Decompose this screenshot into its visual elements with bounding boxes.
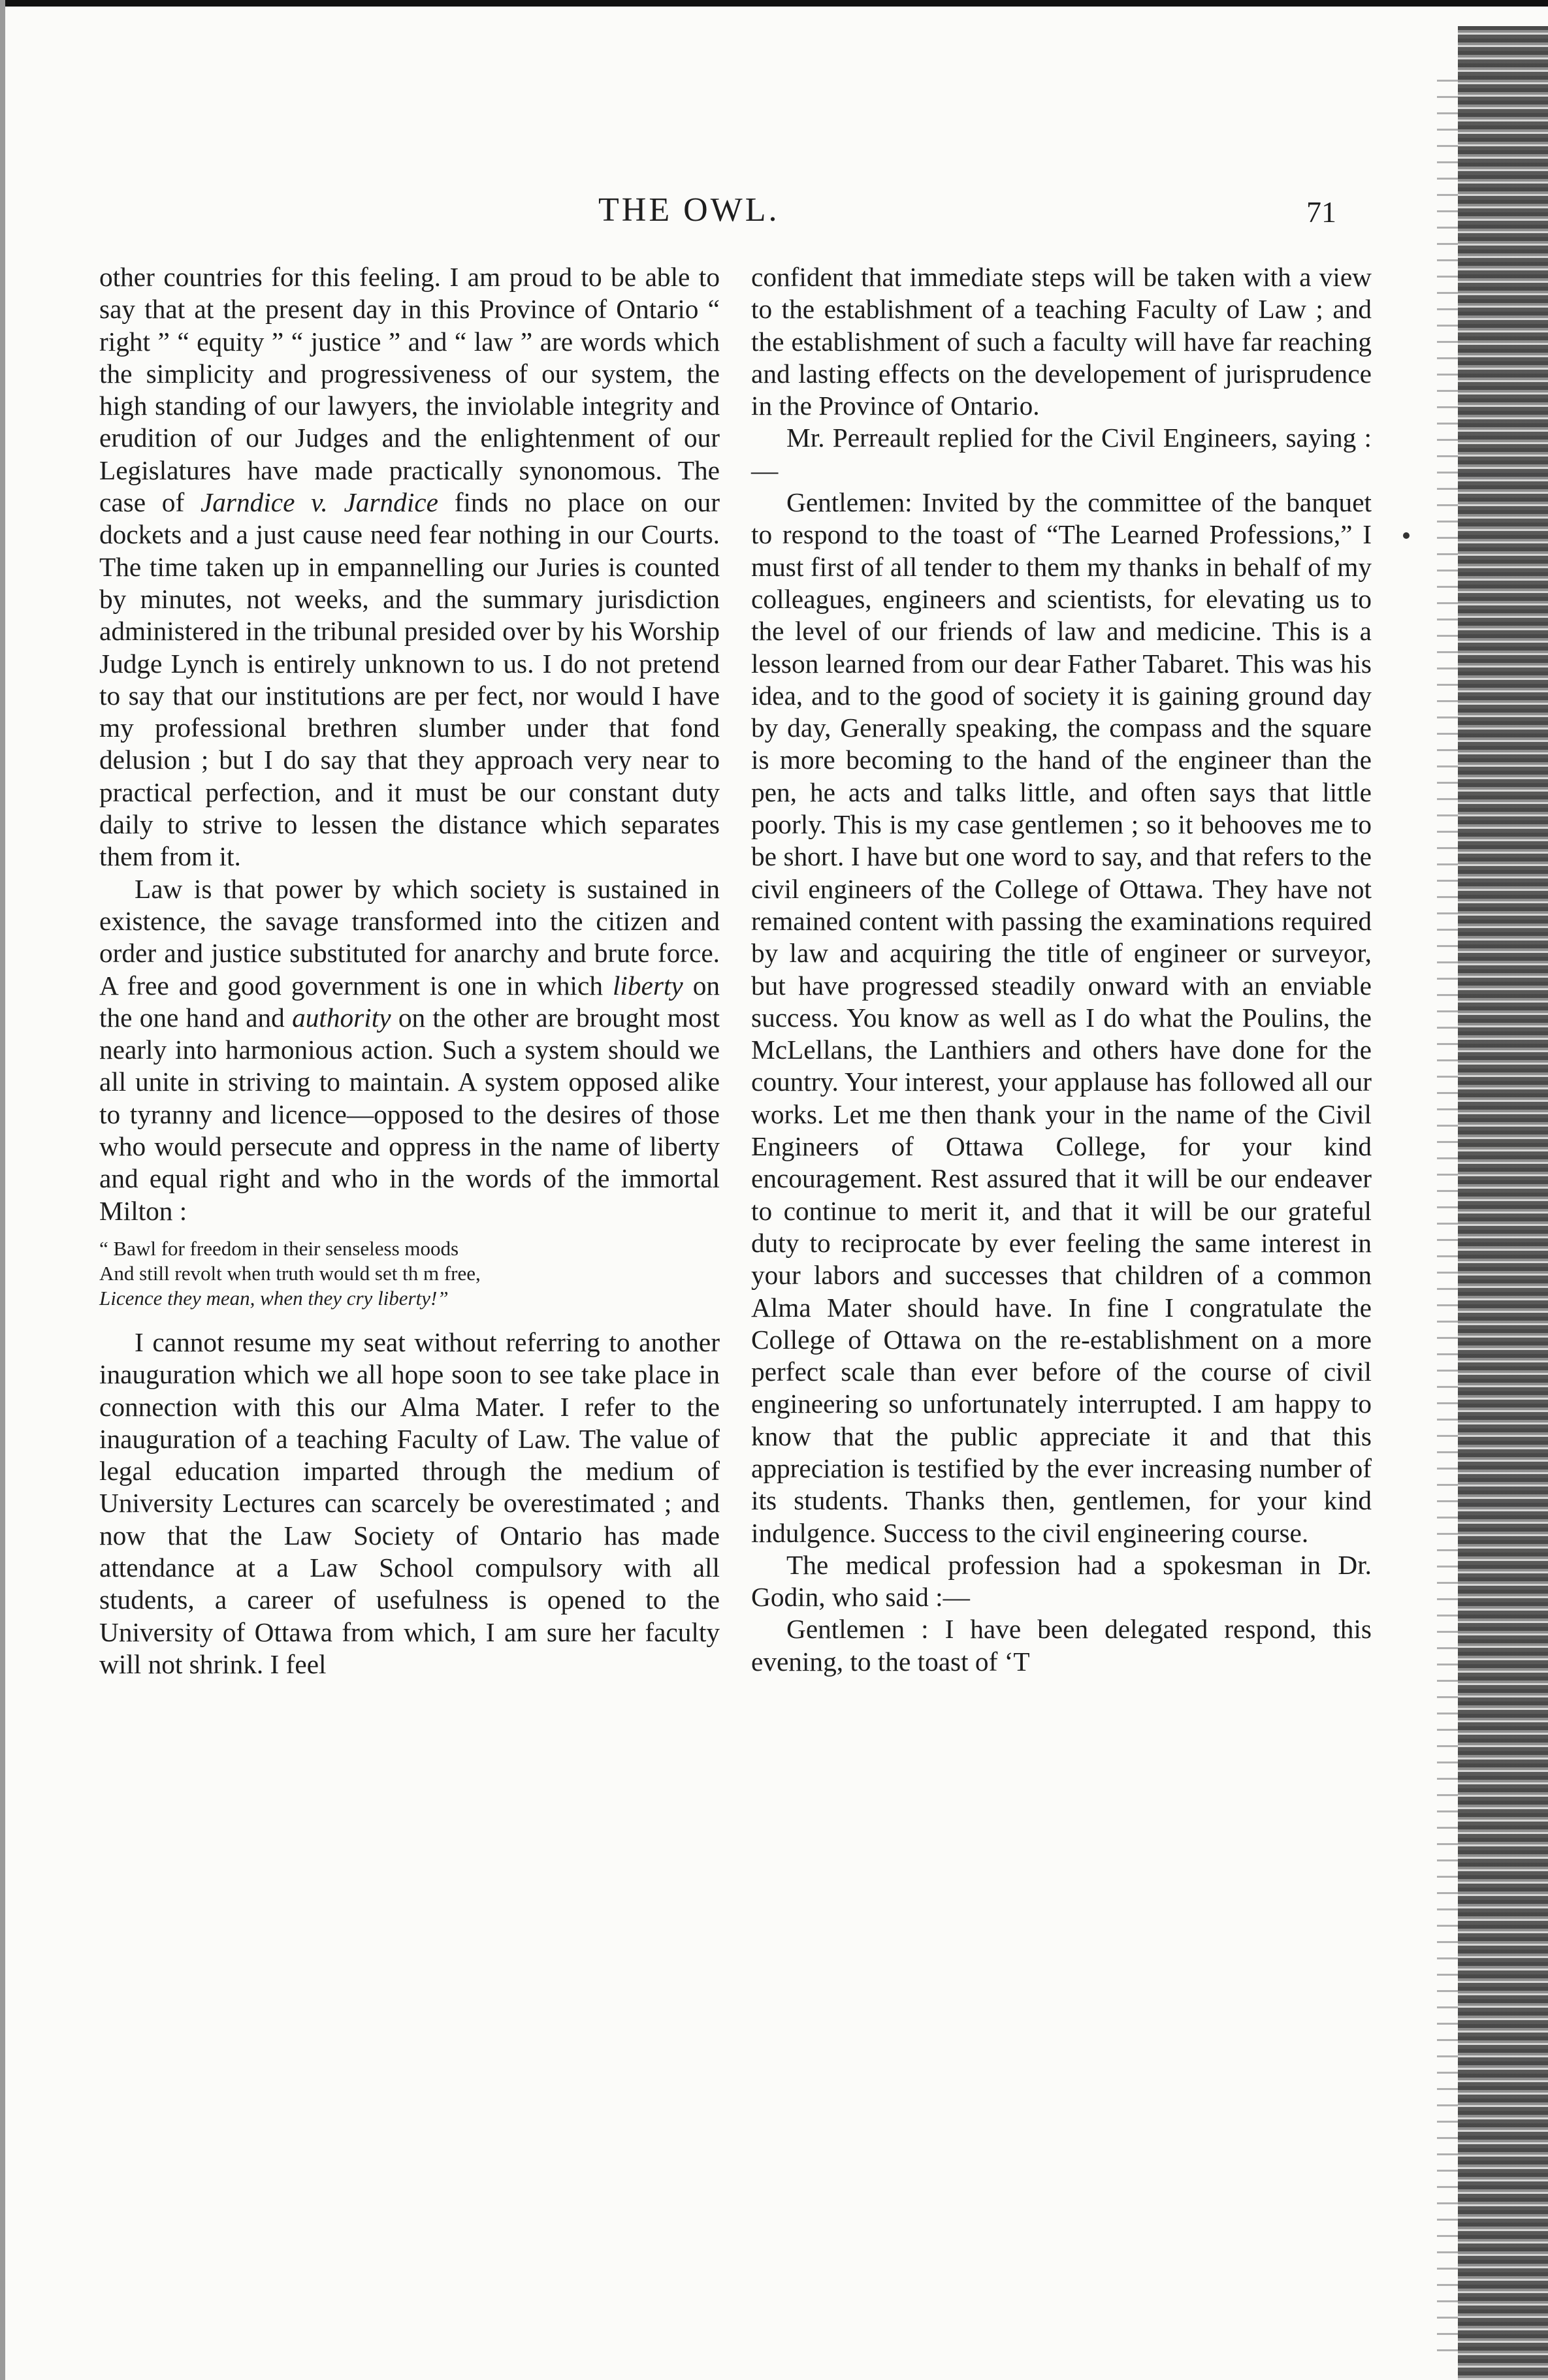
verse-line-1: “ Bawl for freedom in their senseless moods <box>99 1236 459 1260</box>
right-paragraph-2: Mr. Perreault replied for the Civil Engineers, saying :— <box>751 423 1372 485</box>
page-header <box>98 191 1404 243</box>
milton-quotation <box>99 1236 720 1311</box>
left-paragraph-3: I cannot resume my seat without referring to another inauguration which we all hope soon to see take place in connection with this our Alma Mater. I refer to the inauguration of a teaching Faculty of Law. The value of legal education imparted through the medium of University Lectures can scarcely be overestimated ; and now that the Law Society of Ontario has made attendance at a Law School compulsory with all students, a career of usefulness is opened to the University of Ottawa from which, I am sure her faculty will not shrink. I feel <box>99 1327 720 1679</box>
top-scan-border <box>0 0 1548 7</box>
case-name: Jarndice v. Jarndice <box>200 487 438 518</box>
paragraph-text: finds no place on our dockets and a just cause need fear nothing in our Courts. The time taken up in empannelling our Juries is counted by minutes, not weeks, and the summary jurisdiction administered in the tribunal presided over by his Worship Judge Lynch is entirely unknown to us. I do not pretend to say that our institutions are per fect, nor would I have my professional brethren slumber under that fond delusion ; but I do say that they approach very near to practical perfection, and it must be our constant duty daily to strive to lessen the distance which separates them from it. <box>99 487 720 872</box>
left-column <box>99 261 720 1680</box>
emphasis-authority: authority <box>292 1002 391 1033</box>
left-scan-border <box>0 0 5 2380</box>
right-paragraph-3: Gentlemen: Invited by the committee of the banquet to respond to the toast of “The Learned Professions,” I must first of all tender to them my thanks in behalf of my colleagues, engineers and scientists, for elevating us to the level of our friends of law and medicine. This is a lesson learned from our dear Father Tabaret. This was his idea, and to the good of society it is gaining ground day by day, Generally speaking, the compass and the square is more becoming to the hand of the engineer than the pen, he acts and talks little, and often says that little poorly. This is my case gentlemen ; so it behooves me to be short. I have but one word to say, and that refers to the civil engineers of the College of Ottawa. They have not remained content with passing the examinations required by law and acquiring the title of engineer or surveyor, but have progressed steadily onward with an enviable success. You know as well as I do what the Poulins, the McLellans, the Lanthiers and others have done for the country. Your interest, your applause has followed all our works. Let me then thank your in the name of the Civil Engineers of Ottawa College, for your kind encouragement. Rest assured that it will be our endeaver to continue to merit it, and that it will be our grateful duty to reciprocate by ever feeling the same interest in your labors and successes that children of a common Alma Mater should have. In fine I congratulate the College of Ottawa on the re-establishment on a more perfect scale than ever before of the course of civil engineering so unfortunately interrupted. I am happy to know that the public appreciate it and that this appreciation is testified by the ever increasing number of its students. Thanks then, gentlemen, for your kind indulgence. Success to the civil engineering course. <box>751 487 1372 1548</box>
paragraph-text: Law is that power by which society is sustained in existence, the savage transformed into the citizen and order and justice substituted for anarchy and brute force. A free and good government is one in which <box>99 873 720 1001</box>
right-paragraph-5: Gentlemen : I have been delegated respond, this evening, to the toast of ‘T <box>751 1614 1372 1677</box>
verse-line-2: And still revolt when truth would set th m free, <box>99 1261 481 1285</box>
right-column <box>751 261 1372 1678</box>
left-paragraph-1 <box>99 261 720 873</box>
emphasis-liberty: liberty <box>612 970 683 1001</box>
margin-mark <box>1403 532 1410 539</box>
left-paragraph-2 <box>99 873 720 1227</box>
paragraph-text: on the other are brought most nearly into harmonious action. Such a system should we all unite in striving to maintain. A system opposed alike to tyranny and licence—opposed to the desires of those who would persecute and oppress in the name of liberty and equal right and who in the words of the immortal Milton : <box>99 1002 720 1226</box>
right-paragraph-1: confident that immediate steps will be taken with a view to the establishment of a teaching Faculty of Law ; and the establishment of such a faculty will have far reaching and lasting effects on the developement of jurisprudence in the Province of Ontario. <box>751 262 1372 421</box>
right-scan-border <box>1458 26 1548 2380</box>
paragraph-text: on the one hand and <box>99 970 720 1033</box>
right-paragraph-4: The medical profession had a spokesman in Dr. Godin, who said :— <box>751 1549 1372 1613</box>
verse-line-3: Licence they mean, when they cry liberty!” <box>99 1286 449 1310</box>
running-title: THE OWL. <box>598 191 780 229</box>
binding-shadow <box>1437 65 1458 2364</box>
paragraph-text: other countries for this feeling. I am proud to be able to say that at the present day in this Province of Ontario “ right ” “ equity ” “ justice ” and “ law ” are words which the simplicity and progressiveness of our system, the high standing of our lawyers, the inviolable integrity and erudition of our Judges and the enlightenment of our Legislatures have made practically synonomous. The case of <box>99 262 720 518</box>
page-number: 71 <box>1306 195 1336 229</box>
